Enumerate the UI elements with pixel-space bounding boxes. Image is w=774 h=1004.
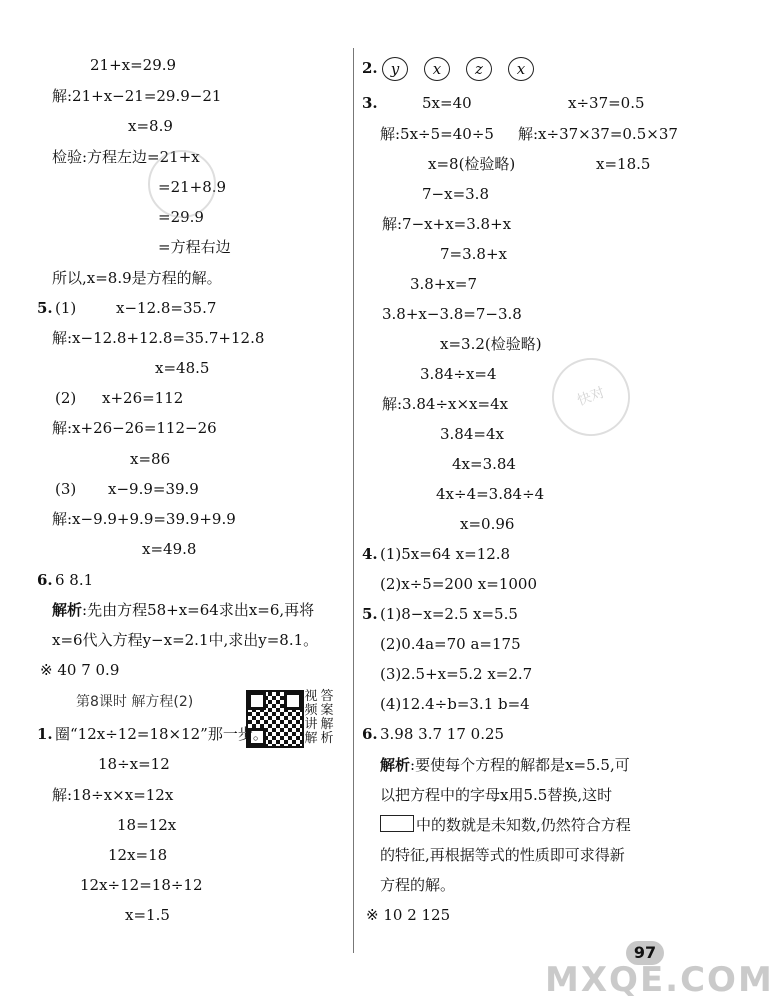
eq-line: 解:3.84÷x×x=4x <box>382 395 509 413</box>
answer-explain-label[interactable]: 答案解析 <box>320 689 334 746</box>
eq-line: 5x=40 <box>422 94 472 112</box>
watermark-text: MXQE.COM <box>545 960 774 1000</box>
analysis-label: 解析 <box>380 756 411 774</box>
answer-line: (2)x÷5=200 x=1000 <box>380 575 537 593</box>
eq-line: 7=3.8+x <box>440 245 507 263</box>
circled-letter: x <box>424 57 450 81</box>
eq-line: 18÷x=12 <box>98 755 170 773</box>
question-number: 5. <box>37 299 53 317</box>
stamp-icon <box>148 150 216 218</box>
circled-letter: z <box>466 57 492 81</box>
question-number: 1. <box>37 725 53 743</box>
question-number: 5. <box>362 605 378 623</box>
page-number: 97 <box>626 941 664 965</box>
blank-box <box>380 815 414 832</box>
analysis-label: 解析 <box>52 601 83 619</box>
eq-line: x=1.5 <box>125 906 170 924</box>
conclusion-line: 所以,x=8.9是方程的解。 <box>52 269 222 287</box>
question-number: 6. <box>37 571 53 589</box>
analysis-line: x=6代入方程y−x=2.1中,求出y=8.1。 <box>52 631 319 649</box>
eq-line: x−9.9=39.9 <box>108 480 199 498</box>
eq-line: 3.8+x−3.8=7−3.8 <box>382 305 522 323</box>
lesson-title: 第8课时 解方程(2) <box>76 694 194 710</box>
eq-line: x=8.9 <box>128 117 173 135</box>
extra-answer: ※ 40 7 0.9 <box>40 661 120 679</box>
circled-letter: x <box>508 57 534 81</box>
eq-line: 7−x=3.8 <box>422 185 489 203</box>
analysis-line <box>380 815 631 835</box>
extra-answer: ※ 10 2 125 <box>366 906 451 924</box>
eq-line: 解:21+x−21=29.9−21 <box>52 87 222 105</box>
check-line: =29.9 <box>158 208 204 226</box>
eq-line: 解:x−9.9+9.9=39.9+9.9 <box>52 510 236 528</box>
question-number: 3. <box>362 94 378 112</box>
answer-line: (3)2.5+x=5.2 x=2.7 <box>380 665 533 683</box>
eq-line: x÷37=0.5 <box>568 94 645 112</box>
eq-line: 4x=3.84 <box>452 455 516 473</box>
check-line: 检验:方程左边=21+x <box>52 148 200 166</box>
answer-line: (1)8−x=2.5 x=5.5 <box>380 605 518 623</box>
analysis-text: 中的数就是未知数,仍然符合方程 <box>416 816 631 834</box>
sub-label: (1) <box>55 299 77 317</box>
analysis-line: 以把方程中的字母x用5.5替换,这时 <box>380 786 613 804</box>
circled-letter: y <box>382 57 408 81</box>
eq-line: x=0.96 <box>460 515 515 533</box>
eq-line: x+26=112 <box>102 389 184 407</box>
analysis-line <box>52 600 314 620</box>
stamp-icon: 快对 <box>541 347 641 447</box>
eq-line: 21+x=29.9 <box>90 56 177 74</box>
eq-line: x−12.8=35.7 <box>116 299 217 317</box>
analysis-line: 方程的解。 <box>380 876 456 894</box>
eq-line: 3.8+x=7 <box>410 275 477 293</box>
eq-line: 解:x+26−26=112−26 <box>52 419 217 437</box>
sub-label: (3) <box>55 480 77 498</box>
question-number: 4. <box>362 545 378 563</box>
analysis-text: :先由方程58+x=64求出x=6,再将 <box>82 601 315 619</box>
analysis-text: :要使每个方程的解都是x=5.5,可 <box>410 756 630 774</box>
eq-line: 解:5x÷5=40÷5 <box>380 125 494 143</box>
eq-line: 解:18÷x×x=12x <box>52 786 174 804</box>
answer-line: (4)12.4÷b=3.1 b=4 <box>380 695 530 713</box>
answer-line: (2)0.4a=70 a=175 <box>380 635 521 653</box>
answer-line: 3.98 3.7 17 0.25 <box>380 725 505 743</box>
sub-label: (2) <box>55 389 77 407</box>
question-number: 6. <box>362 725 378 743</box>
eq-line: x=3.2(检验略) <box>440 335 542 353</box>
analysis-line <box>380 755 630 775</box>
video-explain-label[interactable]: 视频讲解 <box>304 689 318 746</box>
answer-line: 6 8.1 <box>55 571 94 589</box>
check-line: =21+8.9 <box>158 178 227 196</box>
eq-line: x=8(检验略) <box>428 155 516 173</box>
eq-line: 3.84÷x=4 <box>420 365 497 383</box>
analysis-line: 的特征,再根据等式的性质即可求得新 <box>380 846 625 864</box>
eq-line: 18=12x <box>117 816 177 834</box>
eq-line: x=49.8 <box>142 540 197 558</box>
answer-line: 圈“12x÷12=18×12”那一步。 <box>55 725 268 743</box>
column-divider <box>353 48 354 953</box>
eq-line: 解:x÷37×37=0.5×37 <box>518 125 678 143</box>
eq-line: 解:x−12.8+12.8=35.7+12.8 <box>52 329 265 347</box>
answer-line: (1)5x=64 x=12.8 <box>380 545 511 563</box>
eq-line: 12x÷12=18÷12 <box>80 876 203 894</box>
eq-line: 4x÷4=3.84÷4 <box>436 485 545 503</box>
eq-line: 3.84=4x <box>440 425 504 443</box>
eq-line: 解:7−x+x=3.8+x <box>382 215 512 233</box>
eq-line: 12x=18 <box>108 846 168 864</box>
eq-line: x=18.5 <box>596 155 651 173</box>
eq-line: x=86 <box>130 450 171 468</box>
eq-line: x=48.5 <box>155 359 210 377</box>
question-number: 2. <box>362 59 378 77</box>
check-line: =方程右边 <box>158 238 231 256</box>
